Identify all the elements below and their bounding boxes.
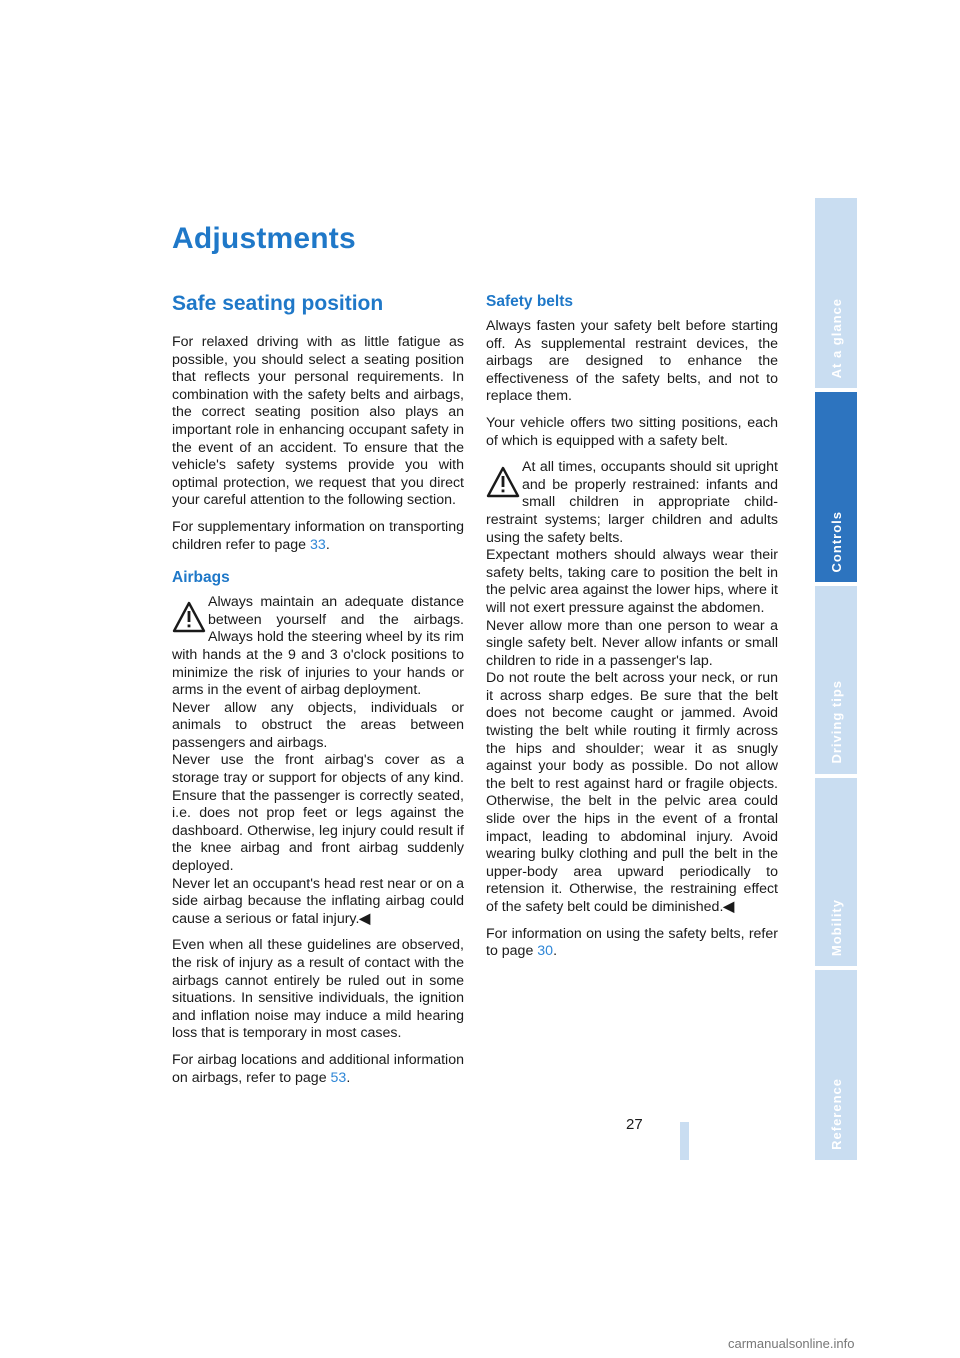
page-link-30[interactable]: 30 (537, 943, 554, 960)
belts-warning-text-1: At all times, occupants should sit upright and be properly restrained: infants and small children in appropriate child-restraint systems; larger children and adults using the safety belts. (486, 459, 778, 546)
sidebar-tab-controls[interactable]: Controls (815, 392, 857, 582)
belts-warning-text-2: Expectant mothers should always wear their safety belts, taking care to position the belt in the pelvic area against the lower hips, where it will not exert pressure against the abdomen. (486, 547, 778, 616)
section-heading-safe-seating: Safe seating position (172, 292, 384, 315)
airbags-warning-text-2: Never allow any objects, individuals or animals to obstruct the areas between passengers and airbags. (172, 699, 464, 751)
airbags-warning-text-1: Always maintain an adequate distance between yourself and the airbags. Always hold the steering wheel by its rim with hands at the 9 and 3 o'clock positions to minimize the risk of injuries to your hands or arms in the event of airbag deployment. (172, 594, 464, 699)
sidebar-tab-mobility[interactable]: Mobility (815, 778, 857, 966)
sidebar-tab-driving-tips[interactable]: Driving tips (815, 586, 857, 774)
belts-info: For information on using the safety belts, refer to page 30. (486, 925, 778, 960)
subheading-airbags: Airbags (172, 569, 230, 587)
page-link-33[interactable]: 33 (310, 536, 326, 553)
airbag-risk-text: Even when all these guidelines are observed, the risk of injury as a result of contact with the airbags cannot entirely be ruled out in some situations. In sensitive individuals, the ignition and inflation noise may induce a mild hearing loss that is temporary in most cases. (172, 937, 464, 1042)
page-link-53[interactable]: 53 (330, 1069, 347, 1086)
end-marker: ◀ (359, 910, 371, 927)
sidebar-tab-at-a-glance[interactable]: At a glance (815, 198, 857, 388)
belts-warning (486, 459, 778, 916)
sidebar-tab-reference[interactable]: Reference (815, 970, 857, 1160)
subheading-safety-belts: Safety belts (486, 293, 574, 310)
sitting-positions: Your vehicle offers two sitting positions, each of which is equipped with a safety belt. (486, 414, 778, 449)
chapter-sidebar (815, 198, 857, 1160)
page-number: 27 (626, 1116, 643, 1133)
left-column (172, 290, 464, 1096)
airbags-warning-text-4: Never let an occupant's head rest near or on a side airbag because the inflating airbag could cause a serious or fatal injury.◀ (172, 875, 464, 927)
airbags-warning (172, 594, 464, 928)
end-marker: ◀ (723, 899, 735, 915)
belts-warning-text-4: Do not route the belt across your neck, or run it across sharp edges. Be sure that the belt does not become caught or jammed. Avoid twisting the belt while routing it firmly across the hips and shoulder; wear it as snugly against your body as possible. Do not allow the belt to rest against hard or fragile objects. Otherwise, the belt in the pelvic area could slide over the hips in the event of a frontal impact, leading to abdominal injury. Avoid wearing bulky clothing and pull the belt in the upper-body area upward periodically to retension it. Otherwise, the restraining effect of the safety belt could be diminished.◀ (486, 670, 778, 915)
watermark: carmanualsonline.info (728, 1336, 855, 1351)
supplementary-info: For supplementary information on transporting children refer to page 33. (172, 518, 464, 553)
airbag-locations: For airbag locations and additional information on airbags, refer to page 53. (172, 1051, 464, 1086)
warning-triangle-icon (172, 600, 206, 634)
belts-warning-text-3: Never allow more than one person to wear a single safety belt. Never allow infants or small children to ride in a passenger's lap. (486, 617, 778, 669)
seating-intro: For relaxed driving with as little fatigue as possible, you should select a seating position that reflects your personal requirements. In combination with the safety belts and airbags, the correct seating position also plays an important role in enhancing occupant safety in the event of an accident. To ensure that the vehicle's safety systems provide you with optimal protection, we request that you direct your careful attention to the following section. (172, 334, 464, 509)
belts-intro: Always fasten your safety belt before starting off. As supplemental restraint devices, the airbags are designed to enhance the effectiveness of the safety belts, and not to replace them. (486, 318, 778, 405)
page-number-bar (680, 1122, 689, 1160)
page-title: Adjustments (172, 222, 356, 255)
warning-triangle-icon (486, 465, 520, 499)
right-column (486, 292, 778, 970)
airbags-warning-text-3: Never use the front airbag's cover as a storage tray or support for objects of any kind. Ensure that the passenger is correctly seated, i.e. does not prop feet or legs against the dashboard. Otherwise, leg injury could result if the knee airbag and front airbag suddenly deployed. (172, 752, 464, 875)
